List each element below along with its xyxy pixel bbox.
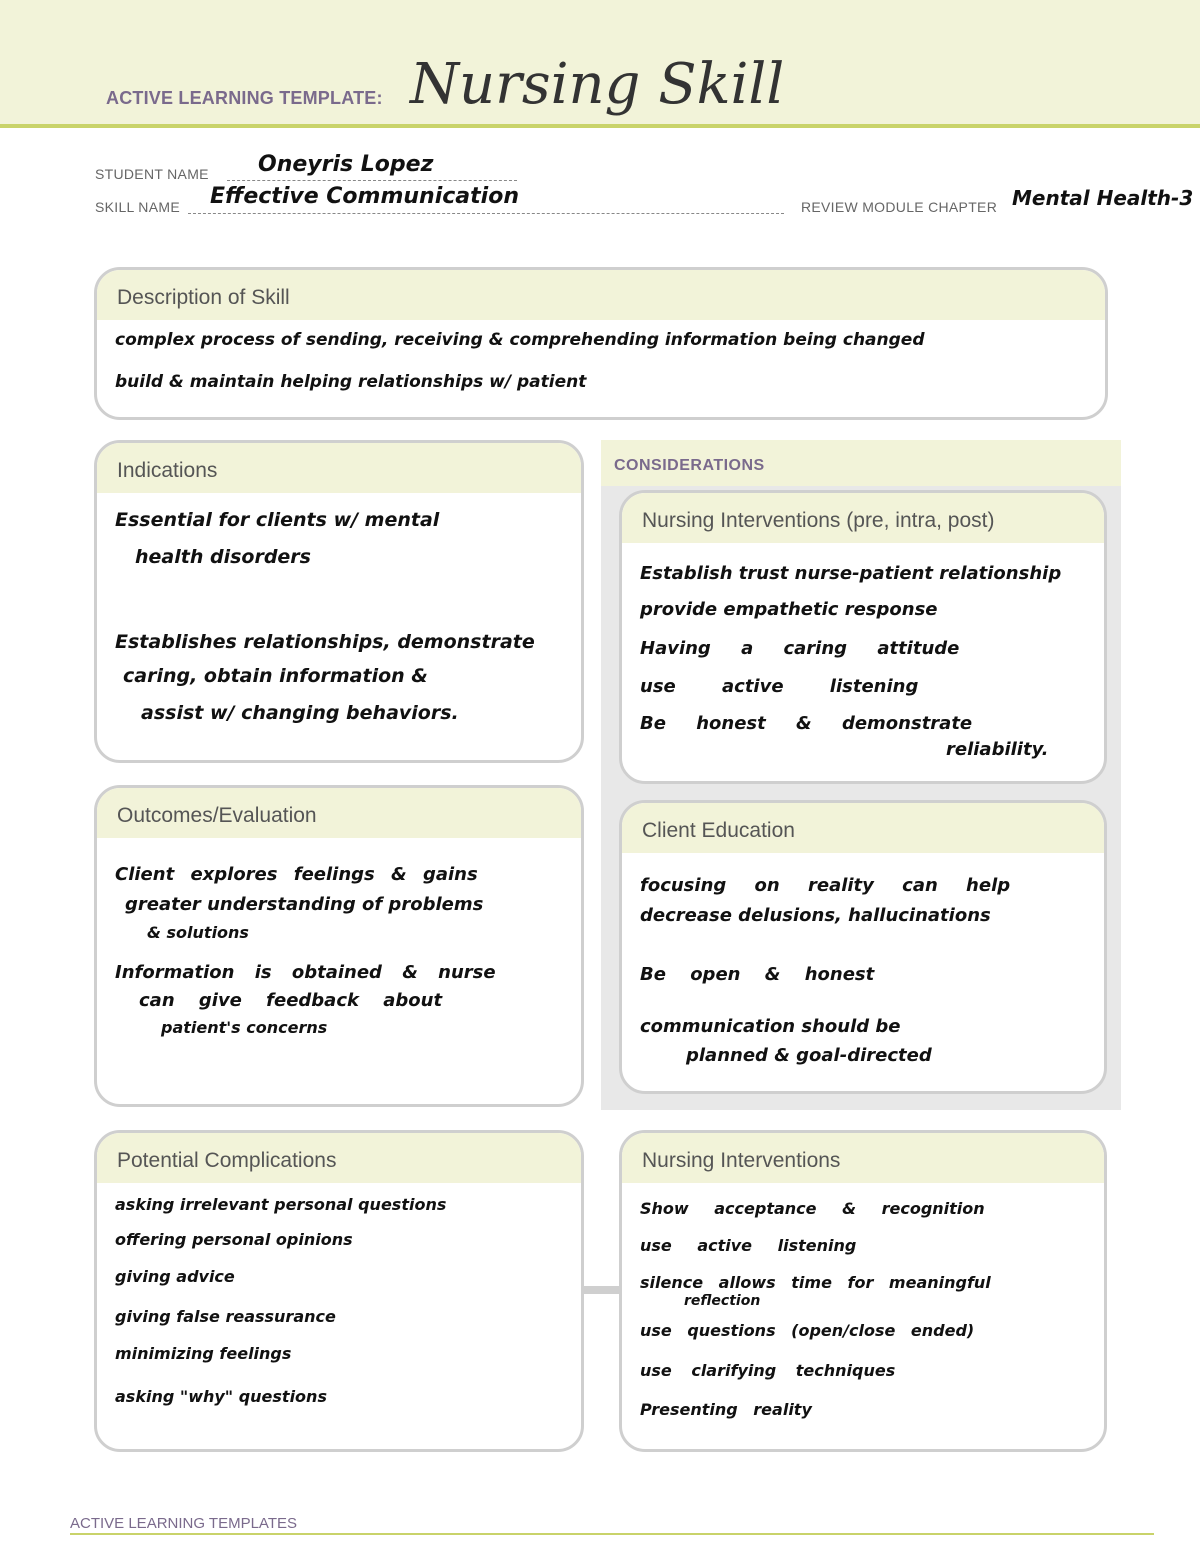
outcomes-heading: Outcomes/Evaluation xyxy=(97,788,581,838)
nursing-interventions-body[interactable] xyxy=(622,1183,1104,1419)
outcomes-line: patient's concerns xyxy=(161,1017,328,1037)
complications-line: giving false reassurance xyxy=(115,1306,336,1326)
nursing-interventions-line: use questions (open/close ended) xyxy=(640,1321,975,1341)
client-education-line: focusing on reality can help xyxy=(640,875,1011,896)
skill-name-line xyxy=(188,213,784,214)
skill-name-label: SKILL NAME xyxy=(95,199,180,215)
nursing-interventions-line: Presenting reality xyxy=(640,1399,812,1419)
indications-line: assist w/ changing behaviors. xyxy=(141,702,459,725)
connector-bar xyxy=(583,1286,621,1294)
complications-line: asking irrelevant personal questions xyxy=(115,1195,447,1214)
client-education-line: communication should be xyxy=(640,1015,901,1037)
indications-line: health disorders xyxy=(135,545,311,568)
footer-rule xyxy=(70,1533,1154,1535)
nursing-interventions-ppp-line: provide empathetic response xyxy=(640,598,938,620)
outcomes-line: greater understanding of problems xyxy=(125,893,484,915)
nursing-interventions-ppp-line: use active listening xyxy=(640,675,919,697)
nursing-interventions-line: Show acceptance & recognition xyxy=(640,1199,985,1218)
client-education-line: decrease delusions, hallucinations xyxy=(640,904,991,926)
indications-body[interactable] xyxy=(97,493,581,725)
client-education-heading: Client Education xyxy=(622,803,1104,853)
nursing-interventions-ppp-box xyxy=(619,490,1107,784)
nursing-interventions-line: reflection xyxy=(684,1292,761,1309)
nursing-interventions-line: use active listening xyxy=(640,1236,857,1256)
considerations-label: CONSIDERATIONS xyxy=(614,457,765,474)
nursing-interventions-heading: Nursing Interventions xyxy=(622,1133,1104,1183)
nursing-interventions-ppp-line: Be honest & demonstrate xyxy=(640,713,973,735)
nursing-interventions-ppp-heading: Nursing Interventions (pre, intra, post) xyxy=(622,493,1104,543)
complications-line: minimizing feelings xyxy=(115,1343,292,1363)
footer-text: ACTIVE LEARNING TEMPLATES xyxy=(70,1515,297,1532)
complications-line: offering personal opinions xyxy=(115,1230,353,1250)
nursing-interventions-ppp-line: Having a caring attitude xyxy=(640,638,960,660)
review-module-value[interactable]: Mental Health-3 xyxy=(1012,186,1194,210)
nursing-interventions-line: silence allows time for meaningful xyxy=(640,1273,991,1293)
description-line: complex process of sending, receiving & comprehending information being changed xyxy=(115,330,925,350)
client-education-line: Be open & honest xyxy=(640,964,875,986)
outcomes-line: & solutions xyxy=(147,923,249,943)
template-title: Nursing Skill xyxy=(410,52,785,117)
nursing-interventions-ppp-body[interactable] xyxy=(622,543,1104,761)
review-module-label: REVIEW MODULE CHAPTER xyxy=(801,199,998,215)
outcomes-line: Client explores feelings & gains xyxy=(115,864,478,885)
complications-line: giving advice xyxy=(115,1267,235,1287)
outcomes-box xyxy=(94,785,584,1107)
template-label: ACTIVE LEARNING TEMPLATE: xyxy=(106,88,383,108)
complications-line: asking "why" questions xyxy=(115,1386,327,1406)
client-education-body[interactable] xyxy=(622,853,1104,1067)
indications-heading: Indications xyxy=(97,443,581,493)
complications-box xyxy=(94,1130,584,1452)
description-line: build & maintain helping relationships w/ patient xyxy=(115,372,587,393)
header-rule xyxy=(0,124,1200,128)
indications-box xyxy=(94,440,584,763)
description-box xyxy=(94,267,1108,420)
student-name-line xyxy=(227,180,517,181)
client-education-box xyxy=(619,800,1107,1094)
outcomes-line: can give feedback about xyxy=(139,989,443,1011)
client-education-line: planned & goal-directed xyxy=(686,1045,932,1067)
nursing-interventions-line: use clarifying techniques xyxy=(640,1360,896,1380)
description-heading: Description of Skill xyxy=(97,270,1105,320)
nursing-interventions-box xyxy=(619,1130,1107,1452)
skill-name-value[interactable]: Effective Communication xyxy=(210,184,519,209)
indications-line: Establishes relationships, demonstrate xyxy=(115,630,535,653)
indications-line: caring, obtain information & xyxy=(123,665,428,688)
nursing-interventions-ppp-line: Establish trust nurse-patient relationship xyxy=(640,563,1062,584)
description-body[interactable] xyxy=(97,320,1105,393)
indications-line: Essential for clients w/ mental xyxy=(115,509,440,531)
student-name-value[interactable]: Oneyris Lopez xyxy=(258,152,434,177)
complications-heading: Potential Complications xyxy=(97,1133,581,1183)
student-name-label: STUDENT NAME xyxy=(95,166,209,182)
outcomes-line: Information is obtained & nurse xyxy=(115,962,496,984)
complications-body[interactable] xyxy=(97,1183,581,1406)
outcomes-body[interactable] xyxy=(97,838,581,1037)
nursing-interventions-ppp-line: reliability. xyxy=(946,738,1049,760)
